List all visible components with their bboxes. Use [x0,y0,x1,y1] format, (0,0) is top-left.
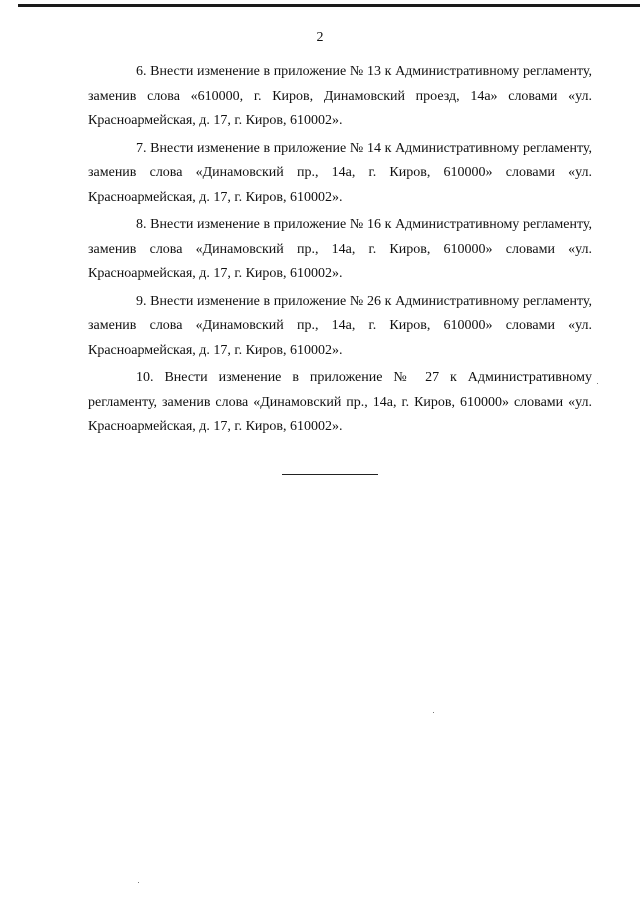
scan-speck [433,712,434,713]
scan-speck [597,383,598,384]
end-of-text-divider [282,474,378,475]
document-body [88,60,592,443]
paragraph-item-8: 8. Внести изменение в приложение № 16 к Административному регламенту, заменив слова «Динамовский пр., 14а, г. Киров, 610000» словами «ул. Красноармейская, д. 17, г. Киров, 610002». [88,217,592,281]
paragraph-item-6: 6. Внести изменение в приложение № 13 к Административному регламенту, заменив слова «610000, г. Киров, Динамовский проезд, 14а» словами «ул. Красноармейская, д. 17, г. Киров, 610002». [88,64,592,128]
page-number: 2 [316,30,324,45]
paragraph-item-7: 7. Внести изменение в приложение № 14 к Административному регламенту, заменив слова «Динамовский пр., 14а, г. Киров, 610000» словами «ул. Красноармейская, д. 17, г. Киров, 610002». [88,140,592,205]
paragraph-item-10: 10. Внести изменение в приложение № 27 к Административному регламенту, заменив слова «Динамовский пр., 14а, г. Киров, 610000» словами «ул. Красноармейская, д. 17, г. Киров, 610002». [88,370,592,434]
scan-top-border [18,4,640,7]
paragraph-item-9: 9. Внести изменение в приложение № 26 к Административному регламенту, заменив слова «Динамовский пр., 14а, г. Киров, 610000» словами «ул. Красноармейская, д. 17, г. Киров, 610002». [88,293,592,358]
scan-speck [138,882,139,883]
